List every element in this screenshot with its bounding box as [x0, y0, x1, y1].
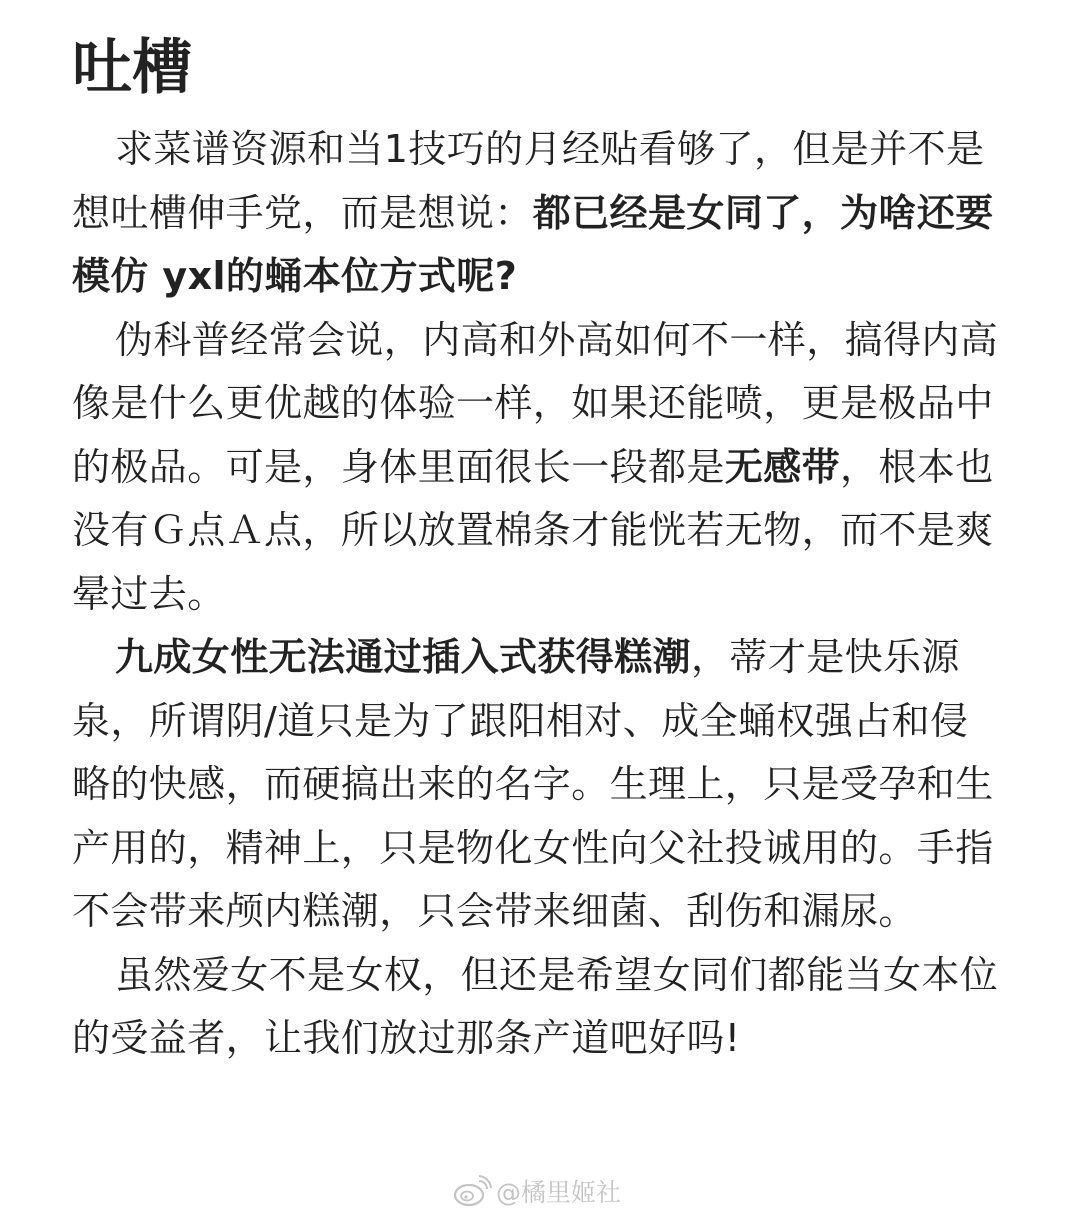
bold-text: 无感带 [724, 444, 841, 489]
text-segment: 虽然爱女不是女权，但还是希望女同们都能当女本位的受益者，让我们放过那条产道吧好吗! [72, 952, 999, 1060]
weibo-logo-icon [452, 1175, 492, 1207]
article-body [72, 118, 1002, 1071]
text-segment: ，根本也没有Ｇ点Ａ点，所以放置棉条才能恍若无物，而不是爽晕过去。 [72, 444, 994, 616]
paragraph [72, 944, 1002, 1071]
bold-text: 都已经是女同了，为啥还要模仿 yxl的蛹本位方式呢? [72, 190, 994, 298]
article [72, 26, 1002, 1071]
watermark [452, 1173, 621, 1209]
paragraph [72, 309, 1002, 627]
text-segment: 求菜谱资源和当1技巧的月经贴看够了，但是并不是想吐槽伸手党，而是想说： [72, 127, 985, 235]
paragraph [72, 626, 1002, 944]
text-segment: 伪科普经常会说，内高和外高如何不一样，搞得内高像是什么更优越的体验一样，如果还能喷，更是极品中的极品。可是，身体里面很长一段都是 [72, 317, 999, 489]
text-segment: ，蒂才是快乐源泉，所谓阴/道只是为了跟阳相对、成全蛹权强占和侵略的快感，而硬搞出来的名字。生理上，只是受孕和生产用的，精神上，只是物化女性向父社投诚用的。手指不会带来颅内糕潮，只会带来细菌、刮伤和漏尿。 [72, 635, 994, 933]
paragraph [72, 118, 1002, 309]
watermark-text: @橘里姬社 [496, 1178, 622, 1207]
bold-text: 九成女性无法通过插入式获得糕潮 [115, 635, 692, 679]
article-title: 吐槽 [72, 33, 192, 103]
